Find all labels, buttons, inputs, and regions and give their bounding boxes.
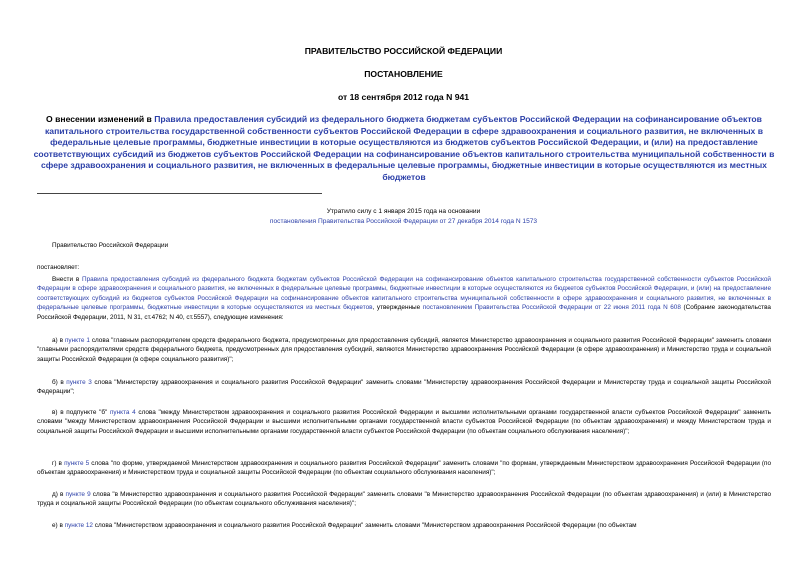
status-note-link-line xyxy=(0,217,807,226)
title-prefix: О внесении изменений в xyxy=(46,114,155,124)
item-e-link[interactable]: пункте 12 xyxy=(64,522,93,529)
item-d-link[interactable]: пункте 9 xyxy=(65,491,91,498)
item-b-prefix: б) в xyxy=(52,379,67,386)
item-v-link[interactable]: пункта 4 xyxy=(109,409,136,416)
item-g-link[interactable]: пункте 5 xyxy=(64,460,90,467)
item-b-text: слова "Министерству здравоохранения и социального развития Российской Федерации" заменить словами "Министерству здравоохранения Российской Федерации и Министерству труда и социальной защиты Российской Федерации"; xyxy=(37,379,771,396)
government-label: Правительство Российской Федерации xyxy=(52,242,169,249)
amendment-item-v xyxy=(37,408,771,436)
item-g-text: слова "по форме, утверждаемой Министерством здравоохранения и социального развития Российской Федерации" заменить словами "по формам, утверждаемым Министерством здравоохранения Российской Федерации (по объектам здравоохранения) и Министерством труда и социальной защиты Российской Федерации (по объектам социального обслуживания населения)"; xyxy=(37,460,772,477)
item-a-prefix: а) в xyxy=(52,337,65,344)
amendment-item-e xyxy=(37,521,771,530)
item-d-text: слова "в Министерство здравоохранения и социального развития Российской Федерации" заменить словами "в Министерство здравоохранения Российской Федерации (по объектам здравоохранения) и (или) в Министерство труда и социальной защиты Российской Федерации (по объектам социального обслуживания населения)"; xyxy=(37,491,771,508)
title-divider xyxy=(37,193,322,194)
item-a-link[interactable]: пункте 1 xyxy=(64,337,90,344)
repeal-resolution-link[interactable]: постановления Правительства Российской Федерации от 27 декабря 2014 года N 1573 xyxy=(269,218,538,225)
document-type-heading: ПОСТАНОВЛЕНИЕ xyxy=(364,69,443,79)
intro-resolution-link[interactable]: постановлением Правительства Российской Федерации от 22 июня 2011 года N 608 xyxy=(422,304,681,312)
document-date-heading: от 18 сентября 2012 года N 941 xyxy=(337,92,470,102)
status-note-line1: Утратило силу с 1 января 2015 года на основании xyxy=(326,208,481,215)
item-e-prefix: е) в xyxy=(52,522,65,529)
amendment-item-g xyxy=(37,459,771,478)
item-b-link[interactable]: пункте 3 xyxy=(66,379,92,386)
government-heading: ПРАВИТЕЛЬСТВО РОССИЙСКОЙ ФЕДЕРАЦИИ xyxy=(304,46,503,56)
intro-paragraph xyxy=(37,275,771,322)
title-rules-link[interactable]: Правила предоставления субсидий из федерального бюджета бюджетам субъектов Российской Федерации на софинансирование объектов капитального строительства государственной собственности субъектов Российской Федерации в сфере здравоохранения и социального развития, не включенных в федеральные целевые программы, бюджетные инвестиции в которые осуществляются из бюджетов субъектов Российской Федерации, и (или) на предоставление соответствующих субсидий из бюджетов субъектов Российской Федерации на софинансирование объектов капитального строительства муниципальной собственности в сфере здравоохранения и социального развития, не включенных в федеральные целевые программы, бюджетные инвестиции в которые осуществляются из местных бюджетов xyxy=(33,114,775,182)
amendment-item-b xyxy=(37,378,771,397)
item-v-text: слова "между Министерством здравоохранения и социального развития Российской Федерации и высшими исполнительными органами государственной власти субъектов Российской Федерации" заменить словами "между Министерством здравоохранения Российской Федерации и высшими исполнительными органами государственной власти субъектов Российской Федерации (по объектам здравоохранения) и между Министерством труда и социальной защиты Российской Федерации и высшими исполнительными органами государственной власти субъектов Российской Федерации (по объектам социального обслуживания населения)"; xyxy=(37,409,771,435)
decides-label: постановляет: xyxy=(37,264,80,271)
item-g-prefix: г) в xyxy=(52,460,65,467)
amendment-item-a xyxy=(37,336,771,364)
item-e-text: слова "Министерством здравоохранения и социального развития Российской Федерации" заменить словами "Министерством здравоохранения Российской Федерации (по объектам xyxy=(93,522,637,529)
intro-suffix: (Собрание законодательства Российской Федерации, 2011, N 31, ст.4762; N 40, ст.5557), следующие изменения: xyxy=(37,304,771,321)
intro-prefix: Внести в xyxy=(52,276,83,283)
intro-mid: , утвержденные xyxy=(372,304,423,312)
item-a-text: слова "главным распорядителем средств федерального бюджета, предусмотренных для предоставления субсидий, является Министерство здравоохранения и социального развития Российской Федерации" заменить словами "главными распорядителями средств федерального бюджета, предусмотренных для предоставления субсидий, являются Министерство здравоохранения Российской Федерации (в сфере здравоохранения) и Министерство труда и социальной защиты Российской Федерации (в сфере социального развития)"; xyxy=(37,337,772,363)
intro-rules-link[interactable]: Правила предоставления субсидий из федерального бюджета бюджетам субъектов Российской Федерации на софинансирование объектов капитального строительства государственной собственности субъектов Российской Федерации в сфере здравоохранения и социального развития, не включенных в федеральные целевые программы, бюджетные инвестиции в которые осуществляются из бюджетов субъектов Российской Федерации, и (или) на предоставление соответствующих субсидий из бюджетов субъектов Российской Федерации на софинансирование объектов капитального строительства муниципальной собственности в сфере здравоохранения и социального развития, не включенных в федеральные целевые программы, бюджетные инвестиции в которые осуществляются из местных бюджетов xyxy=(37,276,771,312)
item-v-prefix: в) в подпункте "б" xyxy=(52,409,110,416)
item-d-prefix: д) в xyxy=(52,491,66,498)
document-title xyxy=(24,114,784,183)
amendment-item-d xyxy=(37,490,771,509)
